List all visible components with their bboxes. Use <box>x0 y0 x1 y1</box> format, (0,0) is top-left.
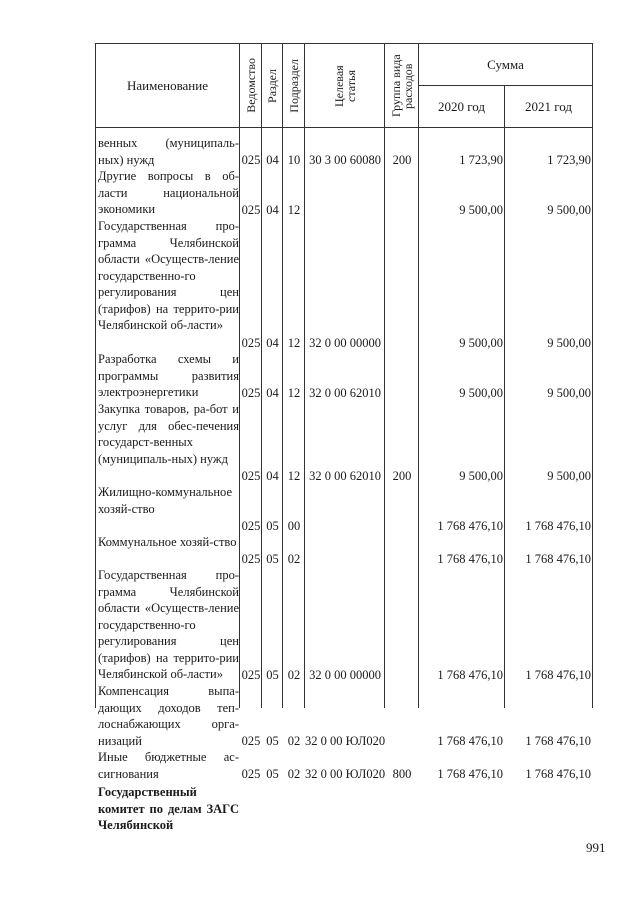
row-name: Компенсация выпа-дающих доходов теп-лоснабжающих орга-низаций <box>98 684 239 748</box>
row-year-2020: 9 500,00 <box>459 468 503 483</box>
row-dept: 025 <box>241 733 261 748</box>
row-subsection: 10 <box>287 152 301 167</box>
row-section: 05 <box>266 667 279 682</box>
row-year-2021: 9 500,00 <box>547 468 591 483</box>
row-name: Закупка товаров, ра-бот и услуг для обес-печения государст-венных (муниципаль-ных) нужд <box>98 402 239 466</box>
row-year-2020: 1 768 476,10 <box>437 551 503 566</box>
row-target: 32 0 00 00000 <box>309 667 381 682</box>
row-dept: 025 <box>241 335 261 350</box>
row-year-2020: 1 768 476,10 <box>437 733 503 748</box>
row-year-2021: 9 500,00 <box>547 385 591 400</box>
row-subsection: 02 <box>287 667 301 682</box>
row-dept: 025 <box>241 152 261 167</box>
table-row <box>95 351 593 401</box>
table-row <box>95 567 593 683</box>
row-subsection: 12 <box>287 202 301 217</box>
row-name: Другие вопросы в об-ласти национальной экономики <box>98 169 239 216</box>
row-subsection: 12 <box>287 468 301 483</box>
row-exp-group: 200 <box>392 468 412 483</box>
row-section: 04 <box>266 202 279 217</box>
header-target: Целевая статья <box>305 44 385 128</box>
row-dept: 025 <box>241 385 261 400</box>
row-section: 04 <box>266 385 279 400</box>
row-year-2020: 9 500,00 <box>459 385 503 400</box>
table-row <box>95 135 593 168</box>
row-subsection: 12 <box>287 335 301 350</box>
header-subsection: Подраздел <box>283 44 305 128</box>
row-year-2020: 1 768 476,10 <box>437 667 503 682</box>
header-exp-group: Группа вида расходов <box>385 44 419 128</box>
header-section: Раздел <box>262 44 283 128</box>
row-section: 05 <box>266 766 279 781</box>
row-section: 04 <box>266 335 279 350</box>
row-year-2021: 1 723,90 <box>547 152 591 167</box>
table-row <box>95 401 593 484</box>
row-year-2020: 9 500,00 <box>459 335 503 350</box>
row-year-2021: 1 768 476,10 <box>525 551 591 566</box>
table-row <box>95 534 593 567</box>
row-section: 04 <box>266 468 279 483</box>
row-section: 05 <box>266 733 279 748</box>
row-name: Иные бюджетные ас-сигнования <box>98 750 239 781</box>
row-subsection: 12 <box>287 385 301 400</box>
table-row <box>95 749 593 782</box>
row-target: 32 0 00 ЮЛ020 <box>305 766 386 781</box>
row-section: 04 <box>266 152 279 167</box>
table-row <box>95 484 593 534</box>
row-section: 05 <box>266 518 279 533</box>
row-subsection: 02 <box>287 733 301 748</box>
row-year-2021: 1 768 476,10 <box>525 766 591 781</box>
row-name: Коммунальное хозяй-ство <box>98 535 237 549</box>
row-dept: 025 <box>241 518 261 533</box>
header-sum: Сумма <box>419 44 593 86</box>
row-exp-group: 800 <box>392 766 412 781</box>
row-name: Жилищно-коммунальное хозяй-ство <box>98 485 232 516</box>
row-year-2021: 9 500,00 <box>547 335 591 350</box>
row-year-2021: 1 768 476,10 <box>525 667 591 682</box>
table-row <box>95 683 593 749</box>
header-year-2021: 2021 год <box>505 86 593 128</box>
row-name: Государственный комитет по делам ЗАГС Челябинской <box>98 785 239 832</box>
row-year-2020: 9 500,00 <box>459 202 503 217</box>
table-row <box>95 218 593 351</box>
row-target: 32 0 00 62010 <box>309 385 381 400</box>
row-name: Государственная про-грамма Челябинской области «Осуществ-ление государственно-го регулирования цен (тарифов) на террито-рии Челябинской об-ласти» <box>98 568 239 681</box>
row-dept: 025 <box>241 766 261 781</box>
row-dept: 025 <box>241 468 261 483</box>
header-name: Наименование <box>95 44 240 128</box>
page-number: 991 <box>586 840 606 855</box>
table-row <box>95 784 593 834</box>
row-dept: 025 <box>241 667 261 682</box>
row-year-2021: 1 768 476,10 <box>525 733 591 748</box>
row-subsection: 00 <box>287 518 301 533</box>
row-dept: 025 <box>241 551 261 566</box>
row-section: 05 <box>266 551 279 566</box>
row-target: 32 0 00 00000 <box>309 335 381 350</box>
row-year-2021: 9 500,00 <box>547 202 591 217</box>
row-target: 32 0 00 62010 <box>309 468 381 483</box>
table-row <box>95 168 593 218</box>
row-year-2020: 1 768 476,10 <box>437 518 503 533</box>
row-name: Государственная про-грамма Челябинской области «Осуществ-ление государственно-го регулирования цен (тарифов) на террито-рии Челябинской об-ласти» <box>98 219 239 332</box>
row-target: 32 0 00 ЮЛ020 <box>305 733 386 748</box>
header-dept: Ведомство <box>240 44 262 128</box>
row-name: венных (муниципаль-ных) нужд <box>98 136 239 167</box>
row-subsection: 02 <box>287 766 301 781</box>
row-subsection: 02 <box>287 551 301 566</box>
row-year-2020: 1 723,90 <box>459 152 503 167</box>
header-year-2020: 2020 год <box>419 86 505 128</box>
row-name: Разработка схемы и программы развития электроэнергетики <box>98 352 239 399</box>
row-target: 30 3 00 60080 <box>309 152 381 167</box>
row-exp-group: 200 <box>392 152 412 167</box>
row-dept: 025 <box>241 202 261 217</box>
row-year-2021: 1 768 476,10 <box>525 518 591 533</box>
row-year-2020: 1 768 476,10 <box>437 766 503 781</box>
